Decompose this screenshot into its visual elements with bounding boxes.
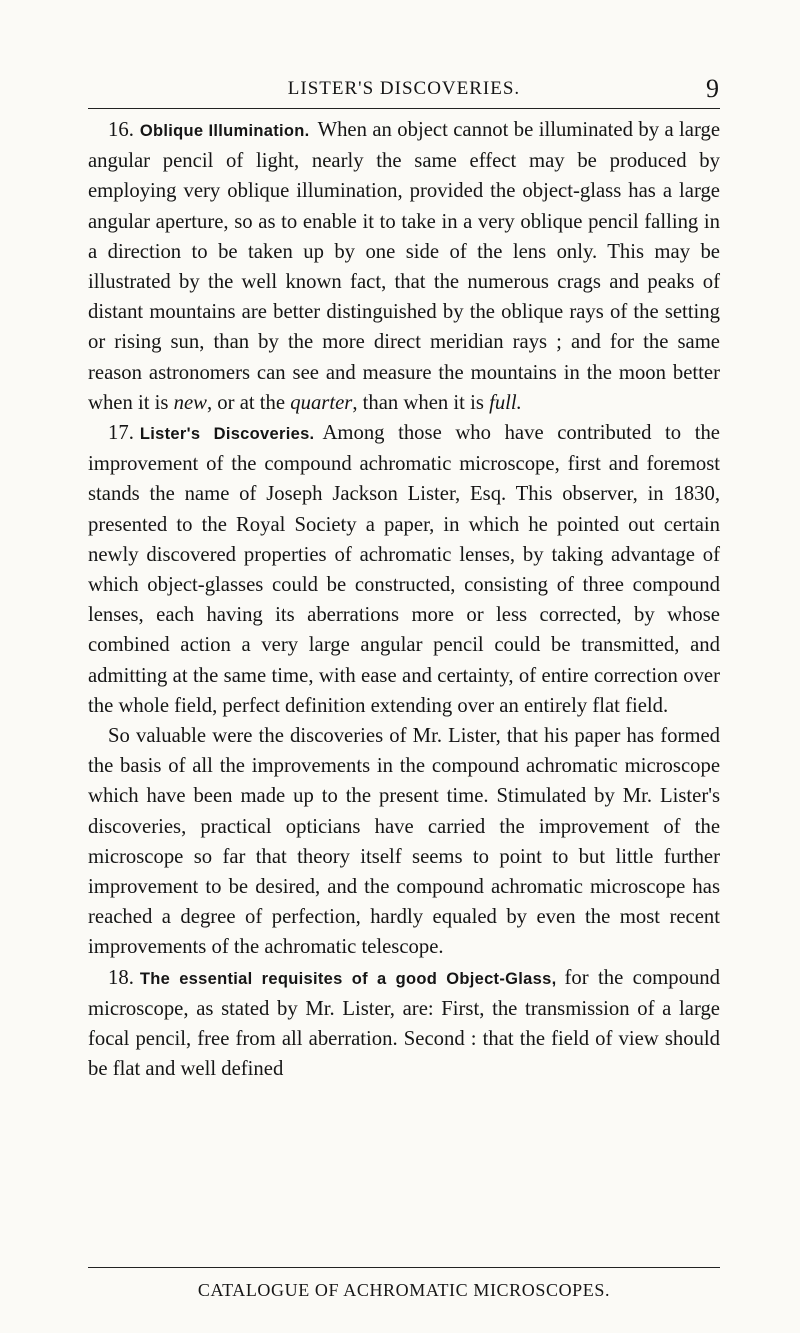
- page-footer: CATALOGUE OF ACHROMATIC MICROSCOPES.: [197, 1280, 611, 1300]
- paragraph-text: for the compound microscope, as stated by Mr. Lister, are: First, the transmission of a large focal pencil, free from all aberration. Second : that the field of view should be flat and well defined: [88, 966, 720, 1081]
- paragraph-18: [88, 963, 720, 1085]
- paragraph-text: When an object cannot be illuminated by a large angular pencil of light, nearly the same effect may be produced by employing very oblique illumination, provided the object-glass has a large angular aperture, so as to enable it to take in a very oblique pencil falling in a direction to be taken up by one side of the lens only. This may be illustrated by the well known fact, that the numerous crags and peaks of distant mountains are better distinguished by the oblique rays of the setting or rising sun, than by the more direct meridian rays ; and for the same reason astronomers can see and measure the mountains in the moon better when it is: [88, 119, 721, 414]
- header-rule: [88, 108, 720, 109]
- body-text: [88, 115, 720, 1085]
- emphasis-new: new: [173, 391, 207, 414]
- paragraph-text: , than when it is: [352, 391, 490, 414]
- footer-rule: [88, 1267, 720, 1268]
- paragraph-16: [88, 115, 720, 418]
- emphasis-full: full.: [489, 391, 522, 414]
- running-head: [88, 74, 720, 108]
- paragraph-text: Among those who have contributed to the improvement of the compound achromatic microscope, first and foremost stands the name of Joseph Jackson Lister, Esq. This observer, in 1830, presented to the Royal Society a paper, in which he pointed out certain newly discovered properties of achromatic lenses, by taking advantage of which object-glasses could be constructed, consisting of three compound lenses, each having its aberrations more or less corrected, by whose combined action a very large angular pencil could be transmitted, and admitting at the same time, with ease and certainty, of entire correction over the whole field, perfect definition extending over an entirely flat field.: [88, 422, 720, 717]
- section-heading: The essential requisites of a good Object-Glass,: [139, 969, 557, 988]
- paragraph-text: So valuable were the discoveries of Mr. Lister, that his paper has formed the basis of all the improvements in the compound achromatic microscope which have been made up to the present time. Stimulated by Mr. Lister's discoveries, practical opticians have carried the improvement of the microscope so far that theory itself seems to point to but little further improvement to be desired, and the compound achromatic microscope has reached a degree of perfection, hardly equaled by even the most recent improvements of the achromatic telescope.: [88, 725, 720, 959]
- emphasis-quarter: quarter: [290, 391, 353, 414]
- section-number: 18.: [108, 966, 134, 989]
- page-number: 9: [706, 74, 720, 103]
- paragraph-17-continued: [88, 721, 720, 963]
- paragraph-text: , or at the: [206, 391, 291, 414]
- section-number: 17.: [108, 422, 134, 445]
- paragraph-17: [88, 418, 720, 721]
- book-page: [88, 74, 721, 1085]
- section-heading: Oblique Illumination.: [139, 122, 310, 140]
- running-title: LISTER'S DISCOVERIES.: [287, 78, 521, 99]
- section-heading: Lister's Discoveries.: [139, 425, 315, 444]
- section-number: 16.: [108, 119, 134, 141]
